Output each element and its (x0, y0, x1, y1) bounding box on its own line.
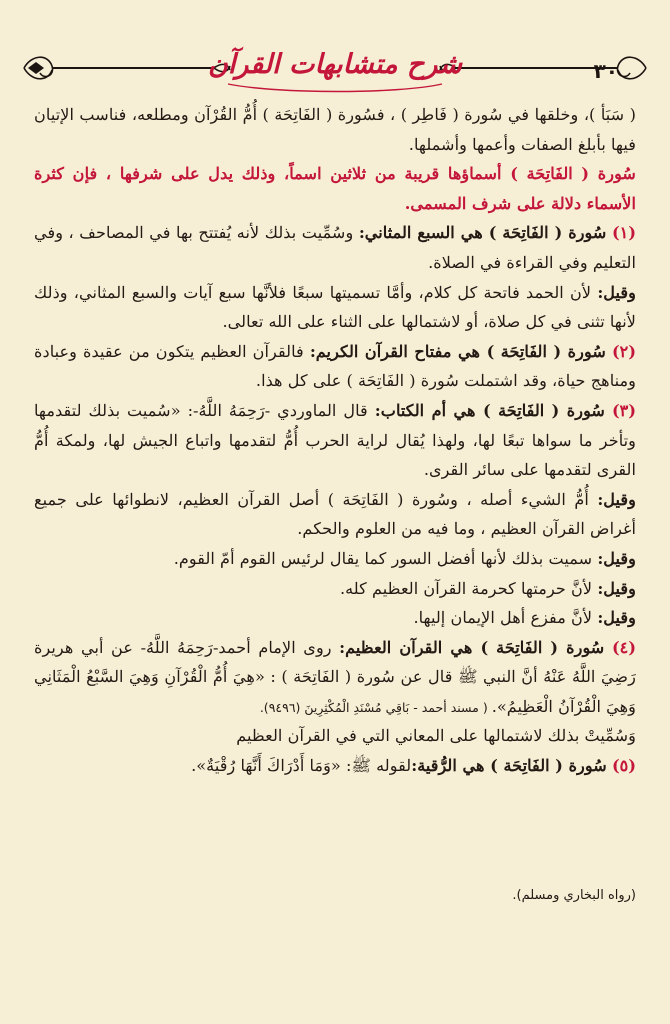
running-title: شرح متشابهات القرآن (208, 49, 462, 80)
section-great-quran: (٤) سُورة ( الفَاتِحَة ) هي القرآن العظيم: روى الإمام أحمد-رَحِمَهُ اللَّهُ- عن أبي هريرة رَضِيَ اللَّهُ عَنْهُ أنَّ النبي ﷺ قال عن سُورة ( الفَاتِحَة ) : «هِيَ أُمُّ الْقُرْآنِ وَهِيَ السَّبْعُ الْمَثَانِي وَهِيَ الْقُرْآنُ الْعَظِيمُ». ( مسند أحمد - بَاقِي مُسْنَدِ الْمُكْثِرِينَ (٩٤٩٦). (34, 637, 636, 716)
page-header (18, 40, 652, 100)
section-heading: سُورة ( الفَاتِحَة ) هي السبع المثاني: (358, 223, 607, 243)
paragraph-qila-4: وقيل: لأنَّ حرمتها كحرمة القرآن العظيم كله. (339, 578, 636, 598)
paragraph-qila-1: وقيل: لأن الحمد فاتحة كل كلام، وأمَّا تسميتها سبعًا فلأنَّها سبع آيات والسبع المثاني، وذلك لأنها تثنى في كل صلاة، أو لاشتمالها على الثناء على الله تعالى. (34, 282, 636, 332)
footnote-citation: (رواه البخاري ومسلم). (512, 888, 636, 903)
section-seven-mathani: (١) سُورة ( الفَاتِحَة ) هي السبع المثاني: وسُمِّيت بذلك لأنه يُفتتح بها في المصاحف ، وفي التعليم وفي القراءة في الصلاة. (34, 223, 636, 272)
paragraph-intro: ( سَبَأ )، وخلقها في سُورة ( فَاطِر ) ، فسُورة ( الفَاتِحَة ) أُمُّ القُرْآن ومطلعه، فناسب الإتيان فيها بأبلغ الصفات وأعمها وأشملها. (34, 105, 636, 154)
term-qila: وقيل: (597, 608, 636, 628)
term-qila: وقيل: (597, 578, 636, 598)
section-key-of-quran: (٢) سُورة ( الفَاتِحَة ) هي مفتاح القرآن الكريم: فالقرآن العظيم يتكون من عقيدة وعبادة ومناهج حياة، وقد اشتملت سُورة ( الفَاتِحَة ) على كل هذا. (34, 341, 636, 391)
hadith-citation: ( مسند أحمد - بَاقِي مُسْنَدِ الْمُكْثِرِينَ (٩٤٩٦). (259, 699, 492, 715)
page-number: ٣٠ (593, 59, 618, 83)
section-number: (٣) (611, 400, 636, 420)
section-number: (١) (611, 223, 636, 243)
paragraph-names-summary: سُورة ( الفَاتِحَة ) أسماؤها قريبة من ثلاثين اسماً، وذلك يدل على شرفها ، فإن كثرة الأسماء دلالة على شرف المسمى. (34, 164, 636, 213)
section-ruqya: (٥) سُورة ( الفَاتِحَة ) هي الرُّقية:لقوله ﷺ: «وَمَا أَدْرَاكَ أَنَّهَا رُقْيَةٌ». (191, 756, 636, 776)
paragraph-qila-5: وقيل: لأنَّ مفزع أهل الإيمان إليها. (413, 608, 636, 628)
section-heading: سُورة ( الفَاتِحَة ) هي القرآن العظيم: (339, 637, 605, 657)
paragraph-naming-reason: وَسُمِّيتْ بذلك لاشتمالها على المعاني التي في القرآن العظيم (236, 726, 636, 746)
page-body (34, 100, 636, 781)
section-heading: سُورة ( الفَاتِحَة ) هي الرُّقية: (411, 756, 607, 776)
section-heading: سُورة ( الفَاتِحَة ) هي مفتاح القرآن الكريم: (309, 341, 606, 361)
term-qila: وقيل: (597, 282, 636, 302)
section-number: (٤) (611, 637, 636, 657)
section-number: (٢) (611, 341, 636, 361)
paragraph-qila-3: وقيل: سميت بذلك لأنها أفضل السور كما يقال لرئيس القوم أمّ القوم. (173, 548, 636, 568)
term-qila: وقيل: (597, 548, 636, 568)
section-number: (٥) (611, 756, 636, 776)
section-umm-al-kitab: (٣) سُورة ( الفَاتِحَة ) هي أم الكتاب: قال الماوردي -رَحِمَهُ اللَّهُ-: «سُميت بذلك لتقدمها وتأخر ما سواها تبعًا لها، ولهذا يُقال لراية الحرب أُمُّ لتقدمها واتباع الجيش لها، ولمكة أُمُّ القرى لتقدمها على سائر القرى. (34, 400, 636, 480)
section-heading: سُورة ( الفَاتِحَة ) هي أم الكتاب: (374, 400, 605, 420)
term-qila: وقيل: (597, 489, 636, 509)
paragraph-qila-2: وقيل: أُمُّ الشيء أصله ، وسُورة ( الفَاتِحَة ) أصل القرآن العظيم، لانطوائها على جميع أغراض القرآن العظيم ، وما فيه من العلوم والحكم. (34, 489, 636, 539)
